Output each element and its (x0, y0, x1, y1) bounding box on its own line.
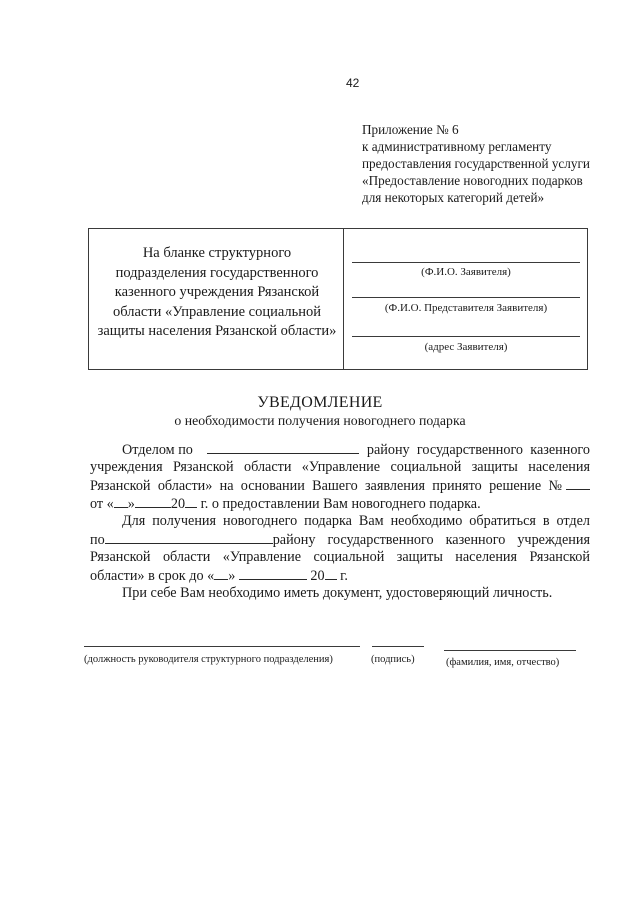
appendix-reference (362, 121, 590, 206)
applicant-address-field[interactable] (352, 336, 580, 337)
letterhead-line: защиты населения Рязанской области» (97, 323, 337, 339)
appendix-title: Приложение № 6 (362, 122, 459, 137)
paragraph-3: При себе Вам необходимо иметь документ, удостоверяющий личность. (122, 585, 553, 601)
notice-title: УВЕДОМЛЕНИЕ (257, 394, 383, 411)
target-district-field[interactable] (105, 530, 273, 544)
department-district-field[interactable] (207, 440, 359, 454)
paragraph-2-line-1: Для получения новогоднего подарка Вам необходимо обратиться в отдел (122, 513, 590, 529)
full-name-caption: (фамилия, имя, отчество) (446, 657, 560, 668)
representative-name-caption: (Ф.И.О. Представителя Заявителя) (384, 302, 548, 314)
deadline-month-field[interactable] (239, 566, 307, 580)
decision-year-field[interactable] (185, 494, 197, 508)
paragraph-1-line-3: Рязанской области» на основании Вашего заявления принято решение № (90, 476, 590, 495)
decision-month-field[interactable] (135, 494, 171, 508)
decision-day-field[interactable] (114, 494, 128, 508)
letterhead-line: казенного учреждения Рязанской (114, 284, 320, 300)
page-number: 42 (346, 76, 360, 90)
applicant-name-caption: (Ф.И.О. Заявителя) (421, 266, 511, 278)
signature-caption: (подпись) (371, 654, 415, 665)
position-signature-line[interactable] (84, 646, 360, 647)
paragraph-1-line-4: от « » 20 г. о предоставлении Вам новогоднего подарка. (90, 496, 481, 512)
letterhead-line: На бланке структурного (142, 245, 292, 261)
representative-name-field[interactable] (352, 297, 580, 298)
deadline-day-field[interactable] (214, 566, 228, 580)
letterhead-placeholder (92, 244, 342, 342)
notice-subtitle: о необходимости получения новогоднего подарка (174, 413, 466, 428)
position-caption: (должность руководителя структурного подразделения) (84, 654, 333, 665)
appendix-line: к административному регламенту (362, 139, 552, 154)
signature-line[interactable] (372, 646, 424, 647)
full-name-signature-line[interactable] (444, 650, 576, 651)
appendix-line: для некоторых категорий детей» (362, 190, 545, 205)
paragraph-2-line-2: по району государственного казенного учреждения (90, 532, 590, 548)
appendix-line: «Предоставление новогодних подарков (362, 173, 583, 188)
paragraph-1-line-2: учреждения Рязанской области «Управление социальной защиты населения (90, 459, 590, 475)
paragraph-2-line-4: области» в срок до « » 20 г. (90, 568, 348, 584)
deadline-year-field[interactable] (325, 566, 337, 580)
letterhead-line: области «Управление социальной (112, 303, 322, 320)
decision-number-field[interactable] (566, 476, 590, 490)
applicant-address-caption: (адрес Заявителя) (424, 341, 508, 353)
applicant-name-field[interactable] (352, 262, 580, 263)
paragraph-2-line-3: Рязанской области «Управление социальной защиты населения Рязанской (90, 549, 590, 565)
letterhead-line: подразделения государственного (115, 264, 319, 281)
appendix-line: предоставления государственной услуги (362, 156, 590, 171)
header-divider (343, 228, 344, 370)
paragraph-1-line-1: Отделом по району государственного казенного (122, 442, 590, 458)
